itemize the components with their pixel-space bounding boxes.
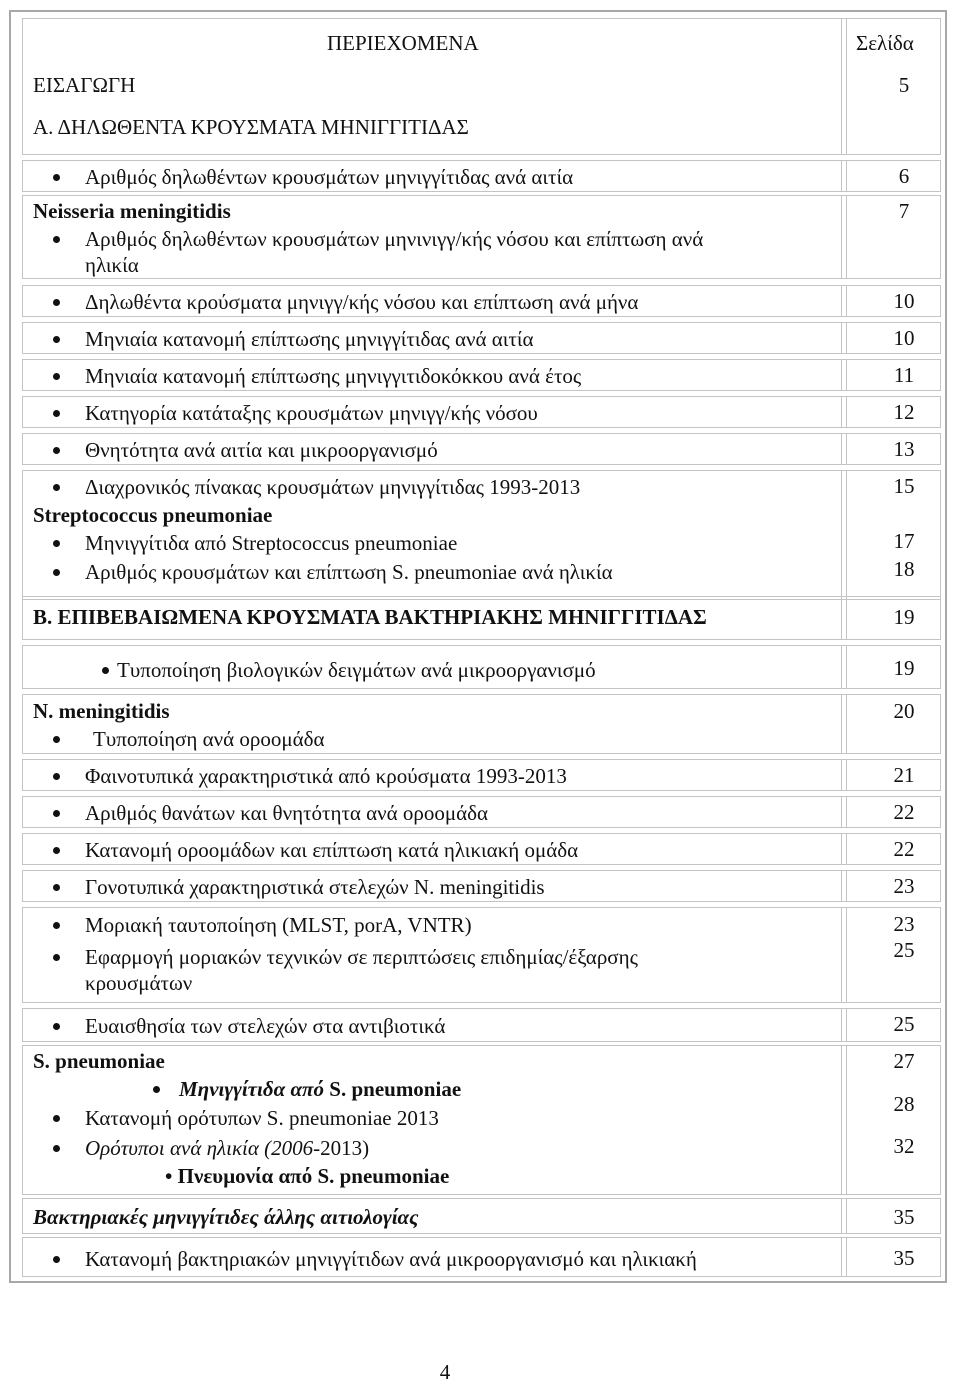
toc-page: 22 xyxy=(893,837,915,861)
toc-page: 32 xyxy=(893,1134,915,1158)
toc-entry: Κατηγορία κατάταξης κρουσμάτων μηνιγγ/κής νόσου xyxy=(85,401,538,425)
bullet-icon xyxy=(53,299,60,306)
section-a-title: Α. ΔΗΛΩΘΕΝΤΑ ΚΡΟΥΣΜΑΤΑ ΜΗΝΙΓΓΙΤΙΔΑΣ xyxy=(33,115,469,139)
toc-row xyxy=(22,470,847,600)
toc-entry-italic: Μηνιγγίτιδα από xyxy=(179,1077,330,1101)
toc-entry-italic: Ορότυποι ανά ηλικία (2006 xyxy=(85,1136,314,1160)
toc-entry: Αριθμός θανάτων και θνητότητα ανά οροομάδα xyxy=(85,801,489,825)
intro-page: 5 xyxy=(898,73,910,97)
toc-entry: Ευαισθησία των στελεχών στα αντιβιοτικά xyxy=(85,1014,446,1038)
toc-row xyxy=(22,1237,847,1277)
toc-entry-bold: Πνευμονία από S. pneumoniae xyxy=(177,1164,450,1188)
toc-entry: Φαινοτυπικά χαρακτηριστικά από κρούσματα 1993-2013 xyxy=(85,764,567,788)
toc-page: 25 xyxy=(893,938,915,962)
toc-page: 6 xyxy=(898,164,910,188)
toc-page-cell xyxy=(841,907,941,1003)
toc-row xyxy=(22,1198,847,1234)
toc-page: 20 xyxy=(893,699,915,723)
toc-heading: Streptococcus pneumoniae xyxy=(33,503,273,527)
toc-entry xyxy=(85,1136,369,1160)
bullet-icon xyxy=(53,922,60,929)
toc-page: 13 xyxy=(893,437,915,461)
bullet-icon xyxy=(53,1145,60,1152)
bullet-icon xyxy=(53,174,60,181)
toc-page: 21 xyxy=(893,763,915,787)
toc-page-cell xyxy=(841,359,941,391)
bullet-icon xyxy=(53,810,60,817)
bullet-icon xyxy=(53,373,60,380)
toc-entry: Αριθμός δηλωθέντων κρουσμάτων μηνιγγίτιδας ανά αιτία xyxy=(85,165,574,189)
bullet-icon xyxy=(53,884,60,891)
intro-label: ΕΙΣΑΓΩΓΗ xyxy=(33,73,136,97)
toc-title: ΠΕΡΙΕΧΟΜΕΝΑ xyxy=(327,31,479,55)
toc-row xyxy=(22,359,847,391)
table-of-contents xyxy=(9,10,947,1283)
bullet-icon xyxy=(53,1023,60,1030)
toc-page-cell xyxy=(841,694,941,754)
toc-entry: Αριθμός δηλωθέντων κρουσμάτων μηνινιγγ/κής νόσου και επίπτωση ανά xyxy=(85,227,704,251)
toc-page-cell xyxy=(841,833,941,865)
toc-page-cell xyxy=(841,870,941,902)
toc-heading: S. pneumoniae xyxy=(33,1049,165,1073)
bullet-icon xyxy=(53,447,60,454)
toc-row xyxy=(22,907,847,1003)
toc-page-cell xyxy=(841,470,941,600)
toc-heading: Neisseria meningitidis xyxy=(33,199,231,223)
toc-entry: Γονοτυπικά χαρακτηριστικά στελεχών N. meningitidis xyxy=(85,875,545,899)
toc-page: 28 xyxy=(893,1092,915,1116)
toc-row xyxy=(22,1045,847,1195)
header-left-cell xyxy=(22,18,847,155)
bullet-icon xyxy=(53,773,60,780)
bullet-icon xyxy=(153,1086,160,1093)
section-b-page: 19 xyxy=(893,605,915,629)
toc-row xyxy=(22,645,847,689)
toc-page-cell xyxy=(841,1045,941,1195)
bullet-icon xyxy=(53,954,60,961)
toc-entry: Κατανομή οροομάδων και επίπτωση κατά ηλικιακή ομάδα xyxy=(85,838,579,862)
bullet-icon xyxy=(53,1115,60,1122)
bullet-icon xyxy=(53,484,60,491)
toc-entry-bold: S. pneumoniae xyxy=(329,1077,462,1101)
toc-entry: Μηνιαία κατανομή επίπτωσης μηνιγγίτιδας ανά αιτία xyxy=(85,327,534,351)
toc-page: 23 xyxy=(893,912,915,936)
toc-page-cell xyxy=(841,322,941,354)
toc-page: 10 xyxy=(893,326,915,350)
toc-page: 15 xyxy=(893,474,915,498)
page-number: 4 xyxy=(439,1360,451,1384)
toc-page: 10 xyxy=(893,289,915,313)
toc-page: 12 xyxy=(893,400,915,424)
toc-row xyxy=(22,285,847,317)
toc-page-cell xyxy=(841,433,941,465)
page-column-header: Σελίδα xyxy=(856,31,914,55)
toc-page-cell xyxy=(841,1008,941,1042)
section-b-row xyxy=(22,596,847,640)
toc-page: 7 xyxy=(898,199,910,223)
toc-entry: Κατανομή βακτηριακών μηνιγγίτιδων ανά μικροοργανισμό και ηλικιακή xyxy=(85,1247,697,1271)
toc-entry-continuation: κρουσμάτων xyxy=(85,971,193,995)
toc-page-cell xyxy=(841,285,941,317)
toc-entry: Τυποποίηση ανά οροομάδα xyxy=(93,727,325,751)
toc-entry: • Πνευμονία από S. pneumoniae xyxy=(165,1164,450,1188)
toc-entry: Μηνιαία κατανομή επίπτωσης μηνιγγιτιδοκόκκου ανά έτος xyxy=(85,364,582,388)
bullet-icon xyxy=(53,236,60,243)
toc-row xyxy=(22,833,847,865)
toc-entry: Αριθμός κρουσμάτων και επίπτωση S. pneumoniae ανά ηλικία xyxy=(85,560,613,584)
toc-entry: Μοριακή ταυτοποίηση (MLST, porA, VNTR) xyxy=(85,913,472,937)
section-b-title: Β. ΕΠΙΒΕΒΑΙΩΜΕΝΑ ΚΡΟΥΣΜΑΤΑ ΒΑΚΤΗΡΙΑΚΗΣ ΜΗΝΙΓΓΙΤΙΔΑΣ xyxy=(33,605,707,629)
bullet-icon xyxy=(53,540,60,547)
toc-row xyxy=(22,759,847,791)
bullet-icon xyxy=(53,410,60,417)
header-right-cell xyxy=(841,18,941,155)
toc-entry: Τυποποίηση βιολογικών δειγμάτων ανά μικροοργανισμό xyxy=(117,658,596,682)
toc-row xyxy=(22,396,847,428)
toc-page-cell xyxy=(841,195,941,279)
toc-entry: Διαχρονικός πίνακας κρουσμάτων μηνιγγίτιδας 1993-2013 xyxy=(85,475,581,499)
toc-page: 17 xyxy=(893,529,915,553)
toc-page: 22 xyxy=(893,800,915,824)
bullet-icon xyxy=(53,336,60,343)
toc-page-cell xyxy=(841,645,941,689)
bullet-icon xyxy=(53,1256,60,1263)
toc-page: 25 xyxy=(893,1012,915,1036)
toc-page: 23 xyxy=(893,874,915,898)
toc-page-cell xyxy=(841,160,941,192)
toc-row xyxy=(22,796,847,828)
toc-page-cell xyxy=(841,596,941,640)
toc-row xyxy=(22,694,847,754)
toc-entry: Δηλωθέντα κρούσματα μηνιγγ/κής νόσου και επίπτωση ανά μήνα xyxy=(85,290,639,314)
toc-heading: Βακτηριακές μηνιγγίτιδες άλλης αιτιολογίας xyxy=(33,1205,419,1229)
toc-heading: N. meningitidis xyxy=(33,699,170,723)
toc-row xyxy=(22,322,847,354)
bullet-icon xyxy=(102,667,109,674)
toc-page: 11 xyxy=(893,363,915,387)
toc-row xyxy=(22,870,847,902)
toc-entry-plain: -2013) xyxy=(313,1136,370,1160)
toc-entry-continuation: ηλικία xyxy=(85,253,139,277)
toc-page: 19 xyxy=(893,656,915,680)
toc-row xyxy=(22,195,847,279)
toc-row xyxy=(22,433,847,465)
bullet-icon xyxy=(53,569,60,576)
toc-entry: Θνητότητα ανά αιτία και μικροοργανισμό xyxy=(85,438,438,462)
toc-row xyxy=(22,160,847,192)
toc-page: 27 xyxy=(893,1049,915,1073)
toc-page-cell xyxy=(841,396,941,428)
toc-entry xyxy=(179,1077,461,1101)
toc-entry: Εφαρμογή μοριακών τεχνικών σε περιπτώσεις επιδημίας/έξαρσης xyxy=(85,945,638,969)
bullet-icon xyxy=(53,736,60,743)
toc-row xyxy=(22,1008,847,1042)
toc-page-cell xyxy=(841,1237,941,1277)
toc-page: 35 xyxy=(893,1205,915,1229)
toc-entry: Κατανομή ορότυπων S. pneumoniae 2013 xyxy=(85,1106,439,1130)
toc-page-cell xyxy=(841,759,941,791)
bullet-icon xyxy=(53,847,60,854)
toc-page-cell xyxy=(841,1198,941,1234)
toc-page-cell xyxy=(841,796,941,828)
toc-entry: Μηνιγγίτιδα από Streptococcus pneumoniae xyxy=(85,531,458,555)
toc-page: 35 xyxy=(893,1246,915,1270)
toc-page: 18 xyxy=(893,557,915,581)
